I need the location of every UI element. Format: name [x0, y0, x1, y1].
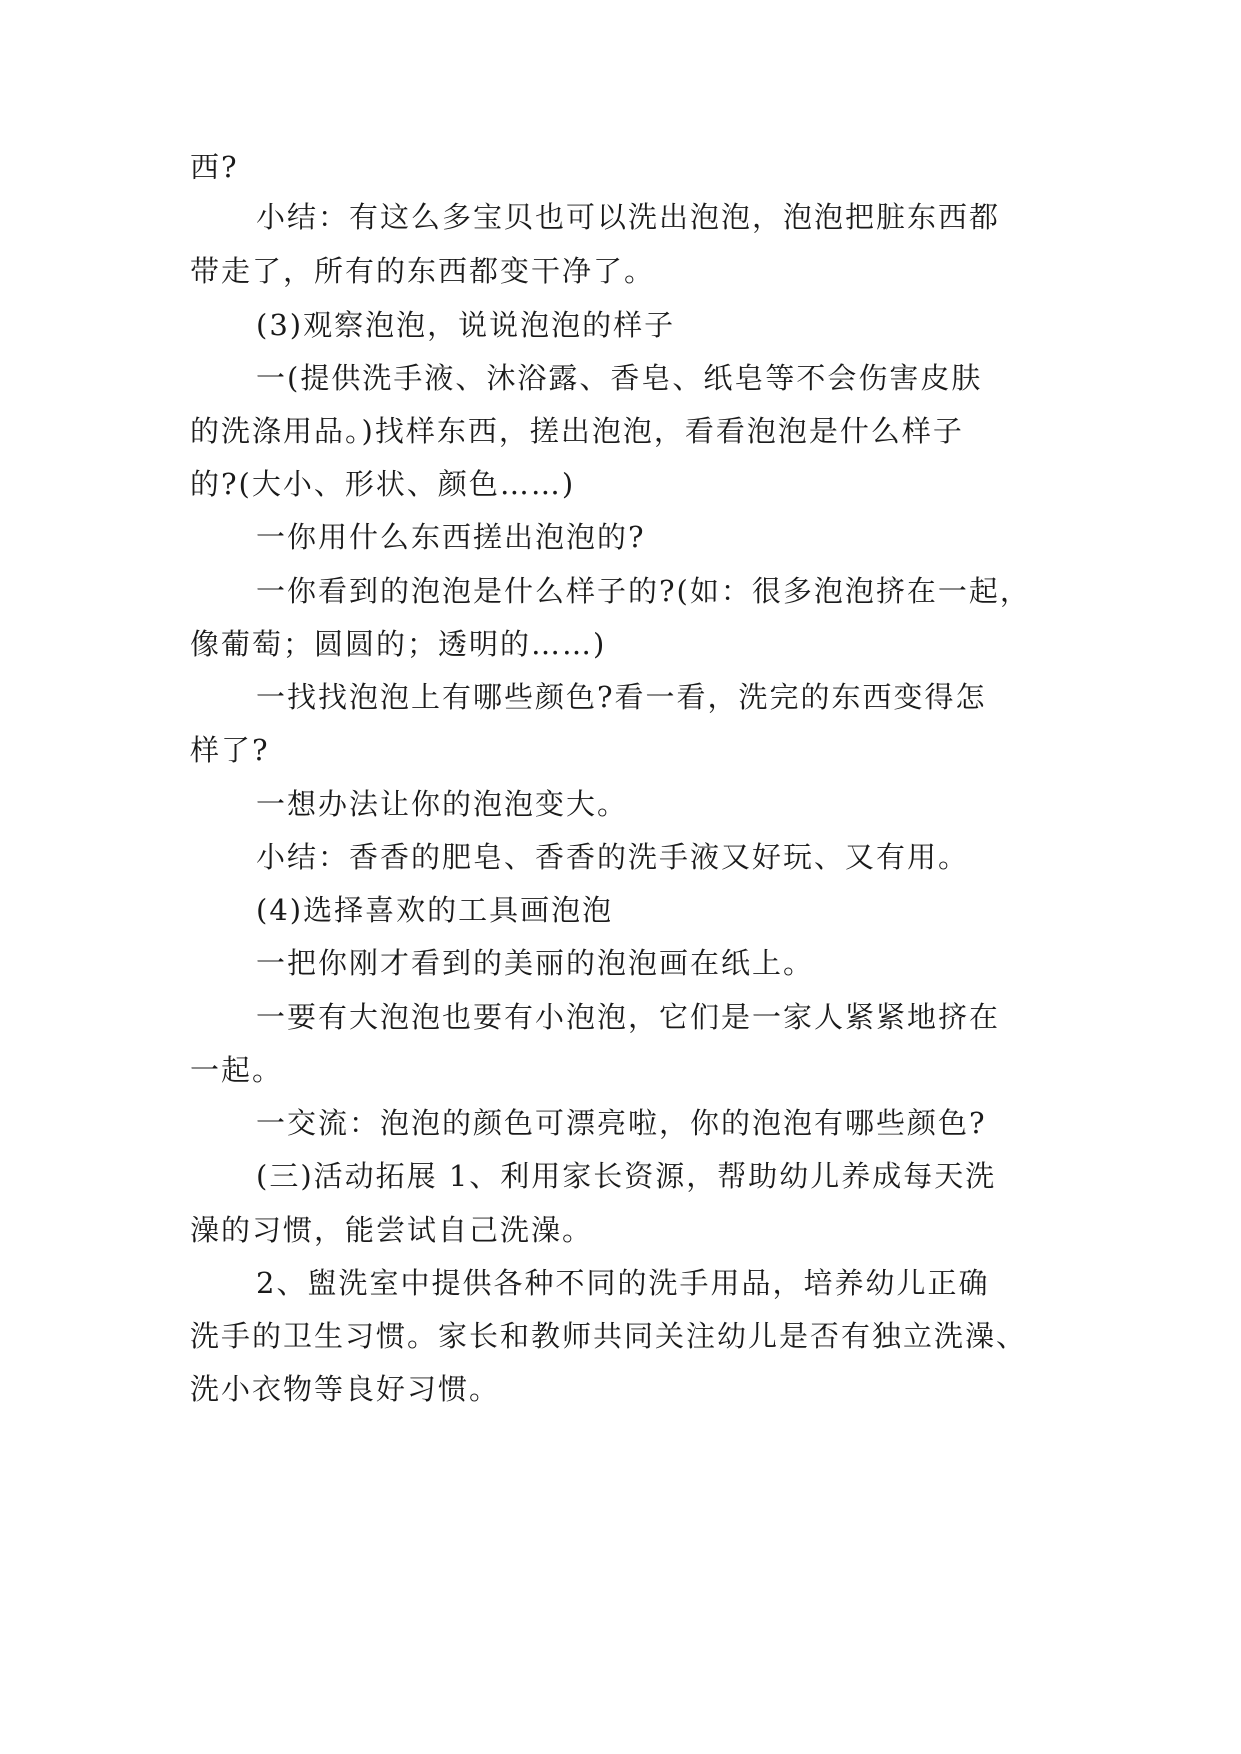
text-line: (3)观察泡泡，说说泡泡的样子 [256, 308, 676, 342]
text-line: (4)选择喜欢的工具画泡泡 [256, 893, 614, 927]
text-line: 洗小衣物等良好习惯。 [190, 1372, 501, 1406]
text-line: 西? [190, 150, 239, 184]
text-line: 样了? [190, 733, 270, 767]
text-line: 一找找泡泡上有哪些颜色?看一看，洗完的东西变得怎 [256, 680, 987, 714]
text-line: 一要有大泡泡也要有小泡泡，它们是一家人紧紧地挤在 [256, 1000, 1001, 1034]
text-line: 一交流：泡泡的颜色可漂亮啦，你的泡泡有哪些颜色? [256, 1106, 987, 1140]
text-line: 2、盥洗室中提供各种不同的洗手用品，培养幼儿正确 [256, 1266, 990, 1300]
text-line: (三)活动拓展 1、利用家长资源，帮助幼儿养成每天洗 [256, 1159, 997, 1193]
text-line: 像葡萄；圆圆的；透明的……) [190, 627, 607, 661]
text-line: 的洗涤用品。)找样东西，搓出泡泡，看看泡泡是什么样子 [190, 414, 964, 448]
text-line: 洗手的卫生习惯。家长和教师共同关注幼儿是否有独立洗澡、 [190, 1319, 1028, 1353]
text-line: 一你看到的泡泡是什么样子的?(如：很多泡泡挤在一起， [256, 574, 1031, 608]
text-line: 带走了，所有的东西都变干净了。 [190, 254, 656, 288]
text-line: 一你用什么东西搓出泡泡的? [256, 520, 646, 554]
text-line: 一(提供洗手液、沐浴露、香皂、纸皂等不会伤害皮肤 [256, 361, 983, 395]
text-line: 一把你刚才看到的美丽的泡泡画在纸上。 [256, 946, 815, 980]
text-line: 一起。 [190, 1053, 284, 1087]
text-line: 的?(大小、形状、颜色……) [190, 467, 576, 501]
text-line: 澡的习惯，能尝试自己洗澡。 [190, 1213, 594, 1247]
text-line: 一想办法让你的泡泡变大。 [256, 787, 629, 821]
text-line: 小结：有这么多宝贝也可以洗出泡泡，泡泡把脏东西都 [256, 200, 1001, 234]
text-line: 小结：香香的肥皂、香香的洗手液又好玩、又有用。 [256, 840, 970, 874]
